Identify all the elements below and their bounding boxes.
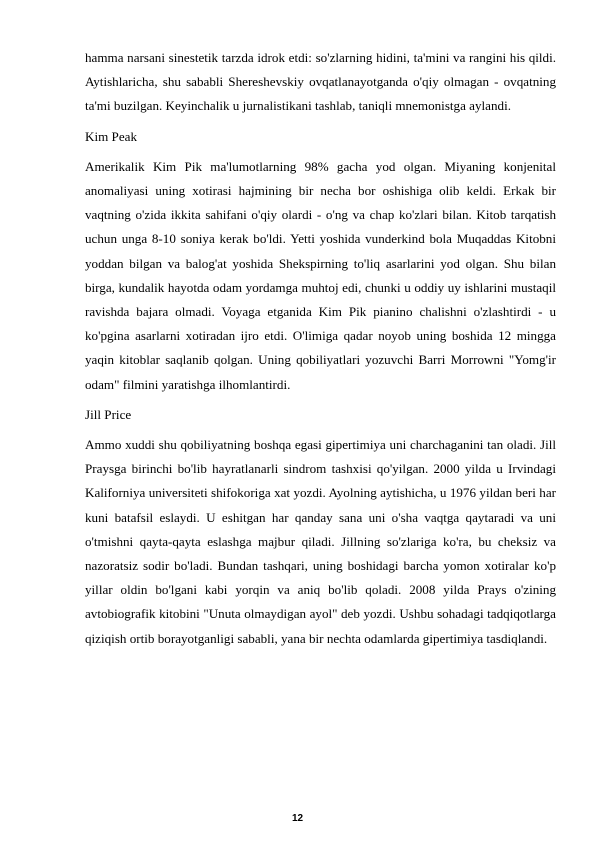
document-body [85,46,556,651]
paragraph-kim-peak: Amerikalik Kim Pik ma'lumotlarning 98% gacha yod olgan. Miyaning konjenital anomaliyasi uning xotirasi hajmining bir necha bor oshishiga olib keldi. Erkak bir vaqtning o'zida ikkita sahifani o'qiy olardi - o'ng va chap ko'zlari bilan. Kitob tarqatish uchun unga 8-10 soniya kerak bo'ldi. Yetti yoshida vunderkind bola Muqaddas Kitobni yoddan bilgan va balog'at yoshida Shekspirning to'liq asarlarini yod olgan. Shu bilan birga, kundalik hayotda odam yordamga muhtoj edi, chunki u oddiy uy ishlarini mustaqil ravishda bajara olmadi. Voyaga etganida Kim Pik pianino chalishni o'zlashtirdi - u ko'pgina asarlarni xotiradan ijro etdi. O'limiga qadar noyob uning boshida 12 mingga yaqin kitoblar saqlanib qolgan. Uning qobiliyatlari yozuvchi Barri Morrowni "Yomg'ir odam" filmini yaratishga ilhomlantirdi. [85,158,556,392]
page-number: 12 [291,813,304,824]
paragraph-jill-price: Ammo xuddi shu qobiliyatning boshqa egasi gipertimiya uni charchaganini tan oladi. Jill Praysga birinchi bo'lib hayratlanarli sindrom tashxisi qo'yilgan. 2000 yilda u Irvindagi Kaliforniya universiteti shifokoriga xat yozdi. Ayolning aytishicha, u 1976 yildan beri har kuni batafsil eslaydi. U eshitgan har qanday sana uni o'sha vaqtga qaytaradi va uni o'tmishni qayta-qayta eslashga majbur qiladi. Jillning so'zlariga ko'ra, bu cheksiz va nazoratsiz sodir bo'ladi. Bundan tashqari, uning boshidagi barcha yomon xotiralar ko'p yillar oldin bo'lgani kabi yorqin va aniq bo'lib qoladi. 2008 yilda Prays o'zining avtobiografik kitobini "Unuta olmaydigan ayol" deb yozdi. Ushbu sohadagi tadqiqotlarga qiziqish ortib borayotganligi sababli, yana bir nechta odamlarda gipertimiya tasdiqlandi. [85,437,556,646]
paragraph-shereshevskiy: hamma narsani sinestetik tarzda idrok etdi: so'zlarning hidini, ta'mini va rangini his qildi. Aytishlaricha, shu sababli Shereshevskiy ovqatlanayotganda o'qiy olmagan - ovqatning ta'mi buzilgan. Keyinchalik u jurnalistikani tashlab, taniqli mnemonistga aylandi. [85,50,556,114]
section-heading-jill-price: Jill Price [85,406,132,422]
section-heading-kim-peak: Kim Peak [85,128,138,144]
